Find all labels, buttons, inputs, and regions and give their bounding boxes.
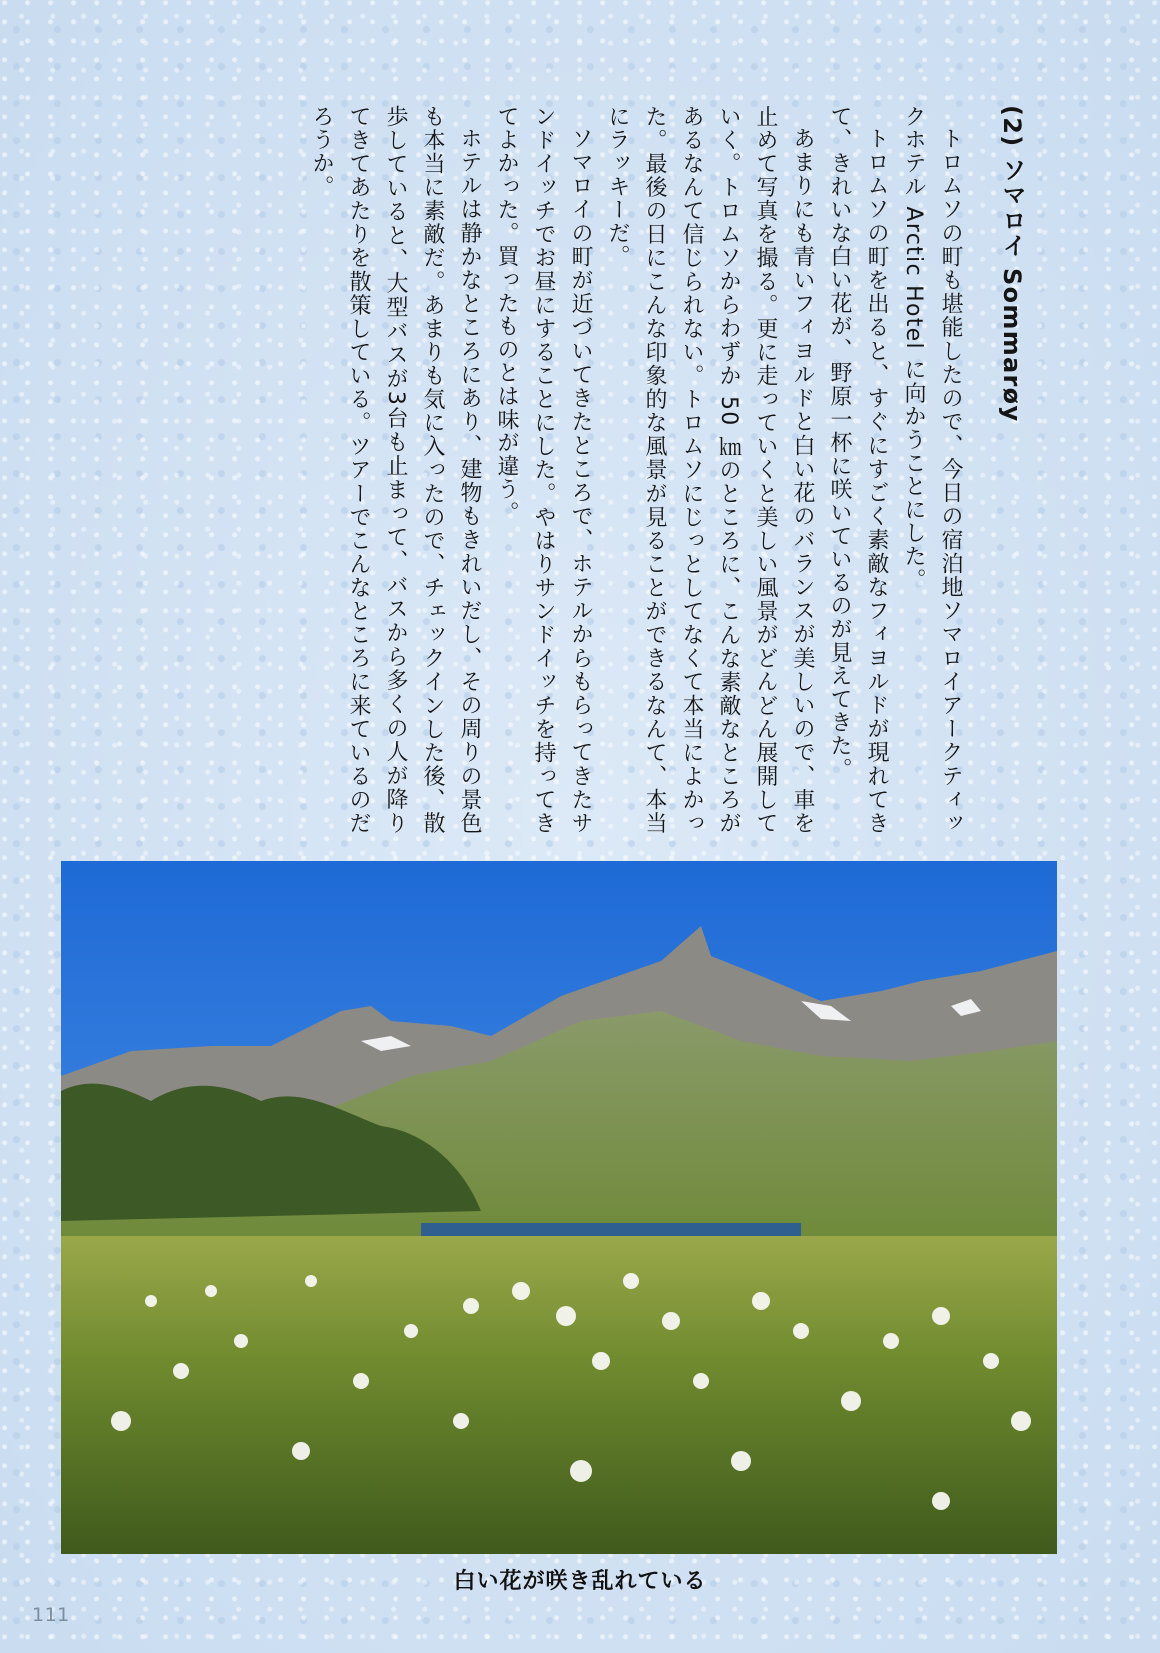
vertical-text-block <box>150 105 1030 835</box>
paragraph-3: あまりにも青いフィヨルドと白い花のバランスが美しいので、車を止めて写真を撮る。更に走っていくと美しい風景がどんどん展開していく。トロムソからわずか 50 ㎞のところに、こんな素敵なところがあるなんて信じられない。トロムソにじっとしてなくて本当によかった。最後の日にこんな印象的な風景が見ることができるなんて、本当にラッキーだ。 <box>605 105 815 835</box>
meadow <box>61 1236 1057 1554</box>
paragraph-4: ソマロイの町が近づいてきたところで、ホテルからもらってきたサンドイッチでお昼にすることにした。やはりサンドイッチを持ってきてよかった。買ったものとは味が違う。 <box>494 105 593 835</box>
paragraph-2: トロムソの町を出ると、すぐにすごく素敵なフィヨルドが現れてきて、きれいな白い花が、野原一杯に咲いているのが見えてきた。 <box>827 105 889 835</box>
photo-caption: 白い花が咲き乱れている <box>453 1569 707 1594</box>
paragraph-5: ホテルは静かなところにあり、建物もきれいだし、その周りの景色も本当に素敵だ。あまりも気に入ったので、チェックインした後、散歩していると、大型バスが3台も止まって、バスから多くの人が降りてきてあたりを散策している。ツアーでこんなところに来ているのだろうか。 <box>309 105 482 835</box>
page-number: 111 <box>32 1604 70 1626</box>
paragraph-1: トロムソの町も堪能したので、今日の宿泊地ソマロイアークティックホテル Arctic Hotel に向かうことにした。 <box>901 105 963 835</box>
section-heading: (2) ソマロイ Sommarøy <box>998 105 1026 423</box>
landscape-photo <box>61 861 1057 1554</box>
